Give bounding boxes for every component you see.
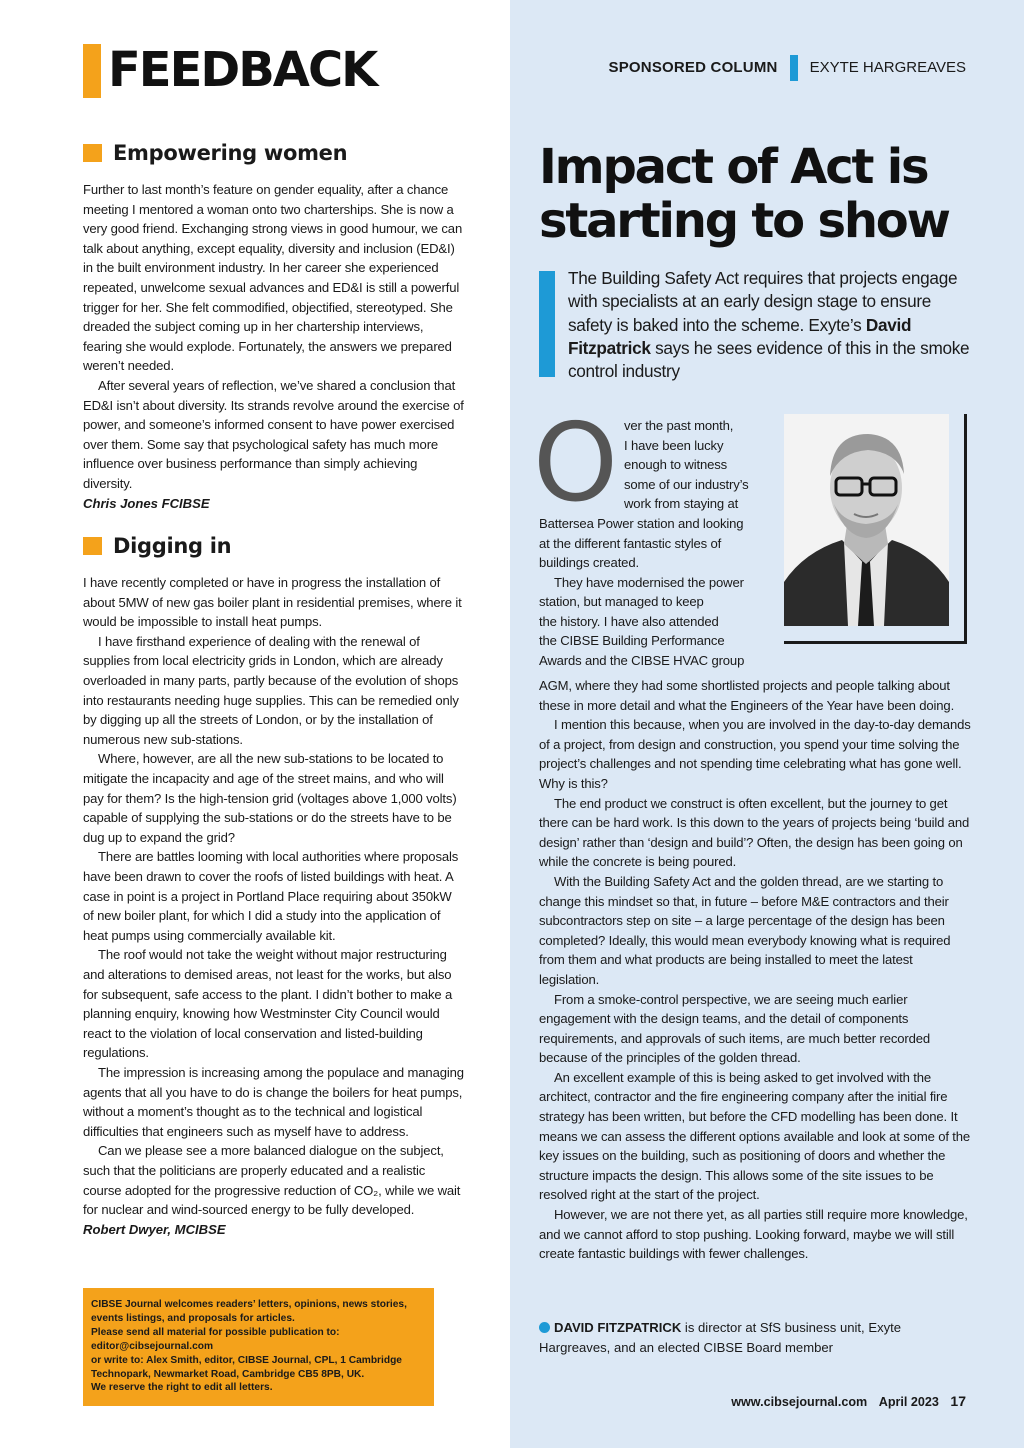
letter-paragraph: Where, however, are all the new sub-stations to be located to mitigate the incapacity and age of the street mains, and who will pay for them? Is the high-tension grid (voltages above 1,000 volts) capable of supplying the sub-stations or do the streets have to be dug up to expand the grid? [83, 751, 457, 845]
spacer [83, 513, 465, 531]
standfirst-text: says he sees evidence of this in the smoke control industry [568, 337, 970, 382]
letter-heading [83, 531, 465, 561]
author-photo [784, 414, 949, 626]
headline-line: Impact of Act is [539, 139, 928, 195]
wrap-line: at the different fantastic styles of [539, 536, 722, 551]
square-bullet-icon [83, 537, 102, 555]
wrap-line: They have modernised the power [554, 575, 744, 590]
section-title: FEEDBACK [108, 42, 377, 98]
article-headline [539, 140, 979, 248]
headline-line: starting to show [539, 193, 949, 249]
letter-paragraph: Further to last month’s feature on gender equality, after a chance meeting I mentored a woman onto two charterships. She is now a very good friend. Exchanging strong views in good humour, we can talk about anything, except equality, diversity and inclusion (ED&I) in the built environment industry. In her career she experienced repeated, unwelcome sexual advances and ED&I is still a powerful trigger for her. She felt commodified, objectified, stereotyped. She dreaded the subject coming up in her chartership interviews, fearing she would explode. Fortunately, the answers we prepared weren’t needed. [83, 182, 463, 374]
bio-name: DAVID FITZPATRICK [554, 1320, 682, 1335]
standfirst-accent-bar [539, 271, 555, 377]
portrait-illustration [784, 414, 949, 626]
author-bio [539, 1318, 959, 1357]
letter-paragraph: There are battles looming with local authorities where proposals have been drawn to cover the roofs of listed buildings with heat. A case in point is a project in Portland Place requiring about 350kW of new boiler plant, for which I did a study into the application of heat pumps using commercially available kit. [83, 849, 459, 943]
notice-line: We reserve the right to edit all letters. [91, 1382, 273, 1394]
letter-heading-text: Digging in [113, 534, 232, 559]
wrap-line: the CIBSE Building Performance [539, 633, 725, 648]
notice-line: or write to: Alex Smith, editor, CIBSE Journal, CPL, 1 Cambridge [91, 1354, 402, 1366]
article-paragraph: However, we are not there yet, as all parties still require more knowledge, and we cannot afford to stop pushing. Looking forward, maybe we will still create fantastic buildings with fewer challenges. [539, 1207, 968, 1262]
notice-line: events listings, and proposals for articles. [91, 1312, 295, 1324]
notice-line: Technopark, Newmarket Road, Cambridge CB5 8PB, UK. [91, 1368, 365, 1380]
wrap-line: station, but managed to keep [539, 594, 704, 609]
article-paragraph: The end product we construct is often excellent, but the journey to get there can be hard work. Is this down to the years of projects being ‘build and design’ rather than ‘design and build’? Often, the design has been going on while the concrete is being poured. [539, 795, 970, 870]
wrap-line: work from staying at [624, 496, 739, 511]
wrap-line: ver the past month, [624, 418, 734, 433]
article-paragraph: I mention this because, when you are involved in the day-to-day demands of a project, from design and construction, you spend your time solving the project’s challenges and not spending time celebrating what has gone well. Why is this? [539, 717, 971, 791]
sponsor-divider [790, 55, 798, 81]
standfirst-author: David Fitzpatrick [568, 314, 912, 358]
wrap-line: Battersea Power station and looking [539, 516, 744, 531]
letter-paragraph: After several years of reflection, we’ve shared a conclusion that ED&I isn’t about diversity. Its strands revolve around the exercise of power, and someone’s informed consent to have power exercised over them. Some say that psychological safety has much more influence over business performance than simply achieving diversity. [83, 377, 464, 491]
article-paragraph: With the Building Safety Act and the golden thread, are we starting to change this mindset so that, in future – before M&E contractors and their subcontractors step on site – a large percentage of the design has been completed? Ideally, this would mean everybody knowing what is required from them and what products are being installed to meet the latest legislation. [539, 873, 951, 987]
footer-site-link[interactable]: www.cibsejournal.com [731, 1395, 868, 1409]
sponsored-column-label: SPONSORED COLUMN [608, 59, 778, 76]
wrap-line: some of our industry’s [624, 477, 749, 492]
page-footer [731, 1392, 966, 1411]
article-paragraph: AGM, where they had some shortlisted projects and people talking about these in more detail and what the Engineers of the Year have been doing. [539, 678, 955, 713]
drop-cap: O [533, 401, 619, 526]
sponsor-label [609, 55, 966, 81]
notice-line: CIBSE Journal welcomes readers’ letters, opinions, news stories, [91, 1299, 407, 1310]
letter-paragraph: The impression is increasing among the populace and managing agents that all you have to do is change the boilers for heat pumps, without a moment’s thought as to the technical and logistical difficulties that engineers such as myself have to address. [83, 1064, 464, 1139]
article-standfirst [568, 267, 978, 383]
letter-paragraph: I have firsthand experience of dealing with the renewal of supplies from local electricity grids in London, which are already overloaded in many parts, partly because of the evolution of shops into restaurants needing huge supplies. This can be remedied only by digging up all the streets of London, or by the installation of numerous new sub-stations. [83, 633, 459, 747]
letter-paragraph: The roof would not take the weight without major restructuring and alterations to demised areas, not least for the works, but also for subsequent, safe access to the plant. I didn’t bother to make a planning enquiry, knowing how Westminster City Council would react to the violation of local conservation and listed-building regulations. [83, 947, 453, 1061]
article-paragraph: An excellent example of this is being asked to get involved with the architect, contractor and the fire engineering company after the initial fire strategy has been written, but before the CFD modelling has been done. It means we can assess the different options available and look at some of the key issues on the building, such as positioning of doors and whether the structure impacts the design. This allows some of the site issues to be resolved right at the start of the project. [539, 1069, 971, 1203]
letter-signature: Chris Jones FCIBSE [83, 495, 210, 511]
feedback-accent-bar [83, 44, 101, 98]
letter-paragraph: Can we please see a more balanced dialogue on the subject, such that the politicians are properly educated and a realistic course adopted for the progressive reduction of CO₂, while we wait for nuclear and wind-sourced energy to be fully developed. [83, 1143, 461, 1218]
wrap-line: the history. I have also attended [539, 614, 719, 629]
notice-line: Please send all material for possible publication to: [91, 1326, 340, 1338]
wrap-line: enough to witness [624, 457, 727, 472]
sponsor-name: EXYTE HARGREAVES [809, 59, 966, 76]
letter-paragraph: I have recently completed or have in progress the installation of about 5MW of new gas boiler plant in residential premises, where it would be impossible to install heat pumps. [83, 575, 462, 630]
letters-column [83, 138, 465, 1239]
standfirst-text: The Building Safety Act requires that projects engage with specialists at an early design stage to ensure safety is baked into the scheme. Exyte’s [568, 268, 958, 335]
wrap-line: I have been lucky [624, 438, 724, 453]
footer-issue: April 2023 [878, 1395, 939, 1409]
square-bullet-icon [83, 144, 102, 162]
wrap-line: Awards and the CIBSE HVAC group [539, 653, 745, 668]
notice-email-link[interactable]: editor@cibsejournal.com [91, 1340, 214, 1352]
letter-heading [83, 138, 465, 168]
submission-notice-box [83, 1288, 434, 1406]
wrap-line: buildings created. [539, 555, 639, 570]
article-paragraph: From a smoke-control perspective, we are seeing much earlier engagement with the design teams, and the detail of components requirements, and approvals of such items, are much better recorded because of the principles of the golden thread. [539, 991, 930, 1066]
bullet-dot-icon [539, 1322, 550, 1333]
letter-signature: Robert Dwyer, MCIBSE [83, 1221, 226, 1237]
bio-text: is director at SfS business unit, Exyte Hargreaves, and an elected CIBSE Board member [539, 1320, 902, 1355]
article-body [539, 676, 971, 1264]
page-number: 17 [950, 1393, 966, 1409]
letter-heading-text: Empowering women [113, 141, 348, 165]
